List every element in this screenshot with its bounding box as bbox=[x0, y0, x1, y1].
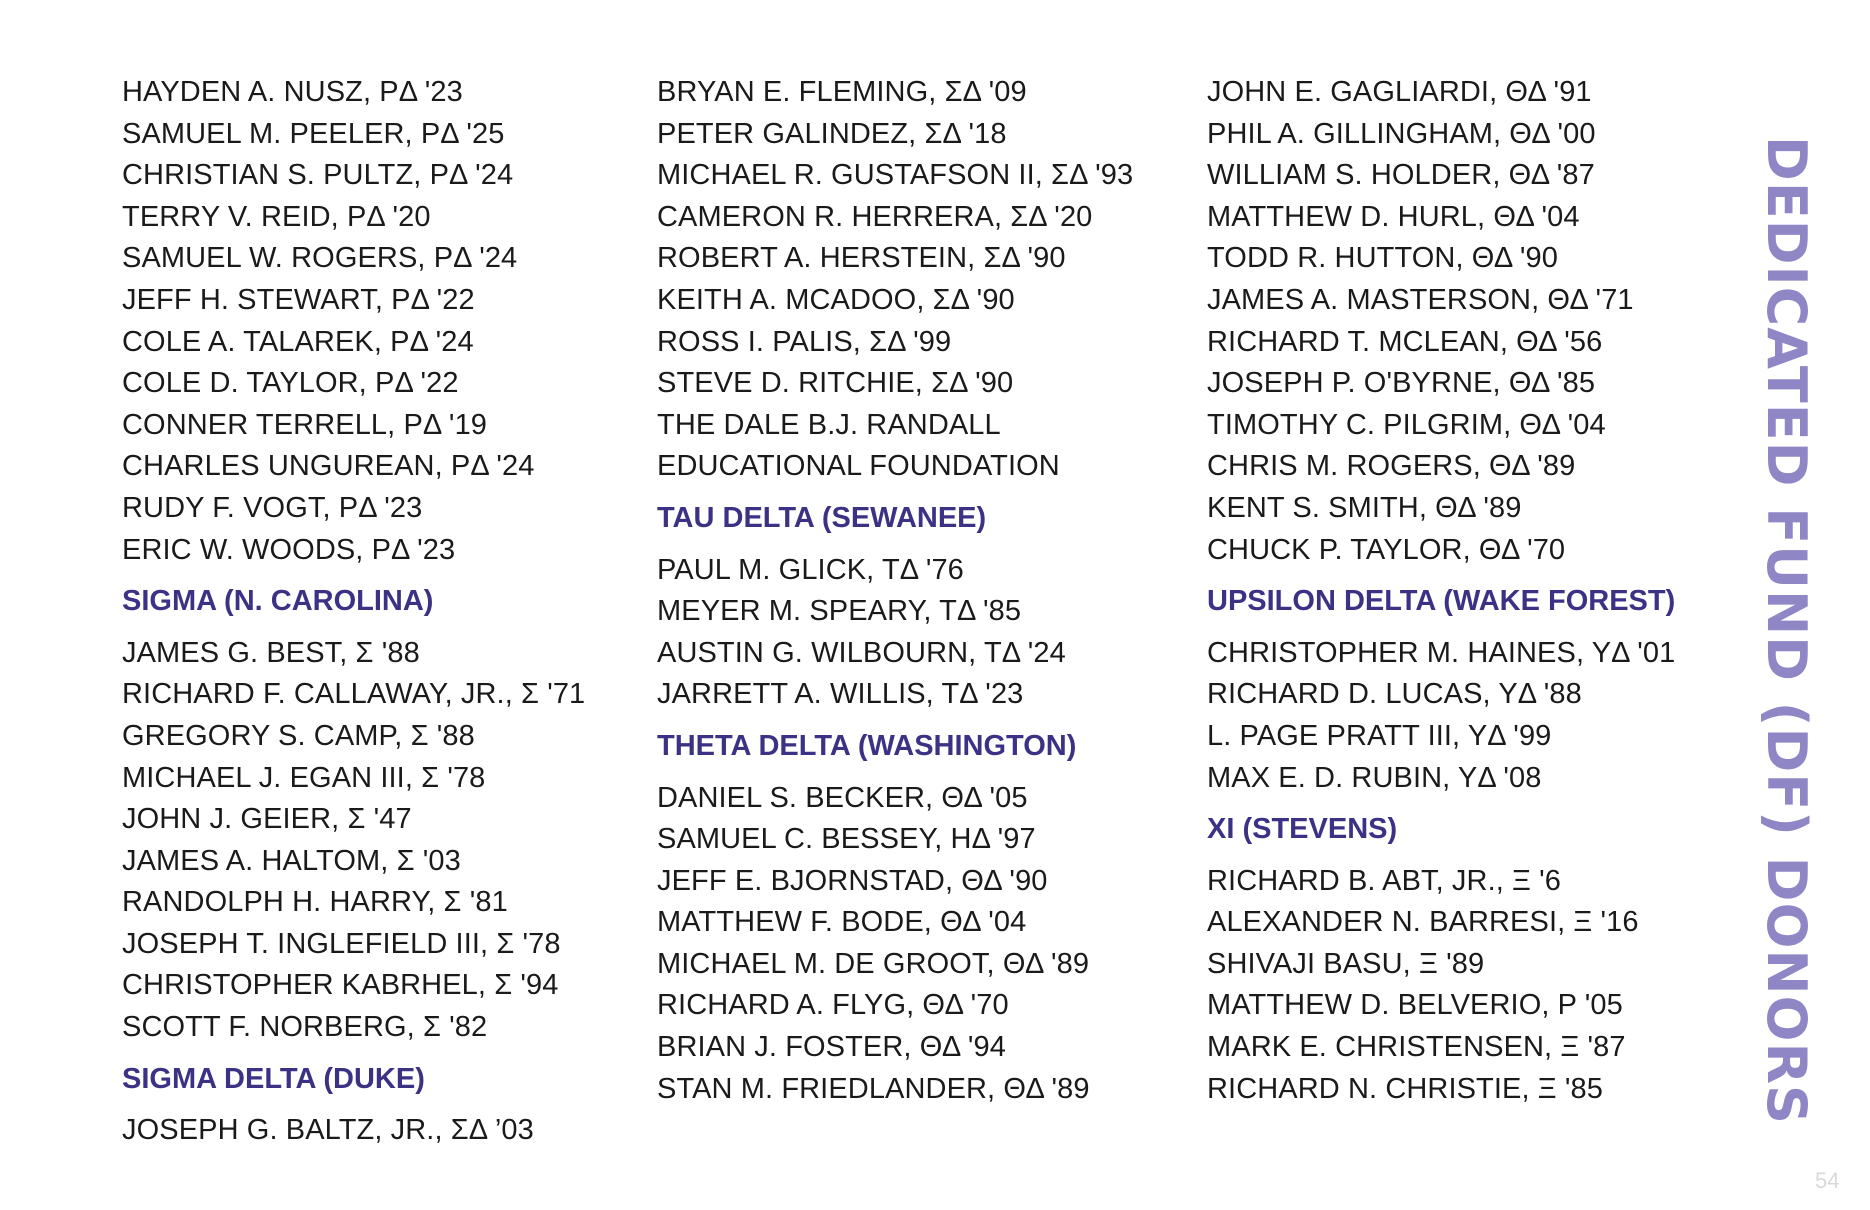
donor-name: SAMUEL M. PEELER, PΔ '25 bbox=[122, 117, 505, 150]
donor-name: MICHAEL M. DE GROOT, ΘΔ '89 bbox=[657, 947, 1090, 980]
donor-name: PETER GALINDEZ, ΣΔ '18 bbox=[657, 117, 1007, 150]
donor-name: CHUCK P. TAYLOR, ΘΔ '70 bbox=[1207, 533, 1566, 566]
donor-column-3 bbox=[1207, 72, 1727, 1110]
donor-name: SAMUEL W. ROGERS, PΔ '24 bbox=[122, 242, 518, 275]
donor-name: JOSEPH T. INGLEFIELD III, Σ '78 bbox=[122, 927, 561, 960]
donor-name: RICHARD T. MCLEAN, ΘΔ '56 bbox=[1207, 325, 1603, 358]
donor-name: TODD R. HUTTON, ΘΔ '90 bbox=[1207, 242, 1559, 275]
donor-name: JEFF H. STEWART, PΔ '22 bbox=[122, 283, 475, 316]
donor-name: GREGORY S. CAMP, Σ '88 bbox=[122, 719, 475, 752]
donor-name: MAX E. D. RUBIN, YΔ '08 bbox=[1207, 761, 1542, 794]
donor-name: ROSS I. PALIS, ΣΔ '99 bbox=[657, 325, 952, 358]
donor-name: CHRIS M. ROGERS, ΘΔ '89 bbox=[1207, 450, 1576, 483]
donor-name: MICHAEL R. GUSTAFSON II, ΣΔ '93 bbox=[657, 159, 1134, 192]
donor-name: RUDY F. VOGT, PΔ '23 bbox=[122, 491, 423, 524]
donor-name: JOHN J. GEIER, Σ '47 bbox=[122, 803, 412, 836]
donor-name: JOSEPH P. O'BYRNE, ΘΔ '85 bbox=[1207, 367, 1596, 400]
donor-name: RICHARD N. CHRISTIE, Ξ '85 bbox=[1207, 1072, 1603, 1105]
donor-name: CHRISTIAN S. PULTZ, PΔ '24 bbox=[122, 159, 514, 192]
donor-name: RICHARD A. FLYG, ΘΔ '70 bbox=[657, 989, 1009, 1022]
donor-column-2 bbox=[657, 72, 1177, 1110]
donor-name: CHARLES UNGUREAN, PΔ '24 bbox=[122, 450, 535, 483]
donor-name: KEITH A. MCADOO, ΣΔ '90 bbox=[657, 283, 1015, 316]
donor-name: TIMOTHY C. PILGRIM, ΘΔ '04 bbox=[1207, 408, 1606, 441]
donor-name: HAYDEN A. NUSZ, PΔ '23 bbox=[122, 76, 463, 108]
donor-name: STAN M. FRIEDLANDER, ΘΔ '89 bbox=[657, 1072, 1090, 1105]
donor-name: ERIC W. WOODS, PΔ '23 bbox=[122, 533, 456, 566]
donor-name: EDUCATIONAL FOUNDATION bbox=[657, 450, 1060, 483]
donor-name: DANIEL S. BECKER, ΘΔ '05 bbox=[657, 781, 1028, 814]
donor-name: MEYER M. SPEARY, TΔ '85 bbox=[657, 595, 1022, 628]
donor-name: ALEXANDER N. BARRESI, Ξ '16 bbox=[1207, 906, 1639, 939]
section-heading: THETA DELTA (WASHINGTON) bbox=[657, 729, 1077, 762]
donor-name: TERRY V. REID, PΔ '20 bbox=[122, 200, 431, 233]
donor-name: BRYAN E. FLEMING, ΣΔ '09 bbox=[657, 76, 1027, 108]
donor-name: PAUL M. GLICK, TΔ '76 bbox=[657, 553, 964, 586]
donor-name: JOHN E. GAGLIARDI, ΘΔ '91 bbox=[1207, 76, 1592, 108]
donor-name: CHRISTOPHER KABRHEL, Σ '94 bbox=[122, 969, 559, 1002]
section-heading: SIGMA (N. CAROLINA) bbox=[122, 585, 434, 618]
donor-column-1 bbox=[122, 72, 642, 1152]
donor-name: AUSTIN G. WILBOURN, TΔ '24 bbox=[657, 636, 1066, 669]
donor-name: STEVE D. RITCHIE, ΣΔ '90 bbox=[657, 367, 1014, 400]
donor-name: KENT S. SMITH, ΘΔ '89 bbox=[1207, 491, 1522, 524]
section-heading: SIGMA DELTA (DUKE) bbox=[122, 1062, 425, 1095]
donor-name: SCOTT F. NORBERG, Σ '82 bbox=[122, 1011, 488, 1044]
donor-name: CONNER TERRELL, PΔ '19 bbox=[122, 408, 488, 441]
donor-name: JEFF E. BJORNSTAD, ΘΔ '90 bbox=[657, 864, 1048, 897]
donor-name: CHRISTOPHER M. HAINES, YΔ '01 bbox=[1207, 636, 1676, 669]
donor-name: SAMUEL C. BESSEY, HΔ '97 bbox=[657, 823, 1036, 856]
donor-name: JOSEPH G. BALTZ, JR., ΣΔ ’03 bbox=[122, 1114, 534, 1147]
donor-name: THE DALE B.J. RANDALL bbox=[657, 408, 1001, 441]
donor-name: SHIVAJI BASU, Ξ '89 bbox=[1207, 947, 1485, 980]
section-heading: TAU DELTA (SEWANEE) bbox=[657, 501, 987, 534]
donor-name: MICHAEL J. EGAN III, Σ '78 bbox=[122, 761, 486, 794]
donor-name: JARRETT A. WILLIS, TΔ '23 bbox=[657, 678, 1024, 711]
donor-name: JAMES A. HALTOM, Σ '03 bbox=[122, 844, 461, 877]
donor-name: L. PAGE PRATT III, YΔ '99 bbox=[1207, 719, 1552, 752]
donor-name: MARK E. CHRISTENSEN, Ξ '87 bbox=[1207, 1031, 1626, 1064]
donor-name: BRIAN J. FOSTER, ΘΔ '94 bbox=[657, 1031, 1006, 1064]
side-title: DEDICATED FUND (DF) DONORS bbox=[1755, 136, 1818, 1125]
donor-name: CAMERON R. HERRERA, ΣΔ '20 bbox=[657, 200, 1093, 233]
donor-name: PHIL A. GILLINGHAM, ΘΔ '00 bbox=[1207, 117, 1596, 150]
donor-name: JAMES G. BEST, Σ '88 bbox=[122, 636, 420, 669]
donor-name: RICHARD B. ABT, JR., Ξ '6 bbox=[1207, 864, 1562, 897]
donor-name: ROBERT A. HERSTEIN, ΣΔ '90 bbox=[657, 242, 1066, 275]
page-number: 54 bbox=[1815, 1168, 1840, 1193]
donor-name: MATTHEW F. BODE, ΘΔ '04 bbox=[657, 906, 1027, 939]
donor-name: COLE A. TALAREK, PΔ '24 bbox=[122, 325, 474, 358]
donor-name: MATTHEW D. BELVERIO, P '05 bbox=[1207, 989, 1623, 1022]
donor-name: COLE D. TAYLOR, PΔ '22 bbox=[122, 367, 459, 400]
donor-name: JAMES A. MASTERSON, ΘΔ '71 bbox=[1207, 283, 1634, 316]
donor-name: RICHARD F. CALLAWAY, JR., Σ '71 bbox=[122, 678, 586, 711]
donor-name: WILLIAM S. HOLDER, ΘΔ '87 bbox=[1207, 159, 1595, 192]
section-heading: XI (STEVENS) bbox=[1207, 813, 1398, 846]
donor-name: MATTHEW D. HURL, ΘΔ '04 bbox=[1207, 200, 1580, 233]
section-heading: UPSILON DELTA (WAKE FOREST) bbox=[1207, 585, 1676, 618]
donor-name: RANDOLPH H. HARRY, Σ '81 bbox=[122, 886, 508, 919]
donor-name: RICHARD D. LUCAS, YΔ '88 bbox=[1207, 678, 1582, 711]
